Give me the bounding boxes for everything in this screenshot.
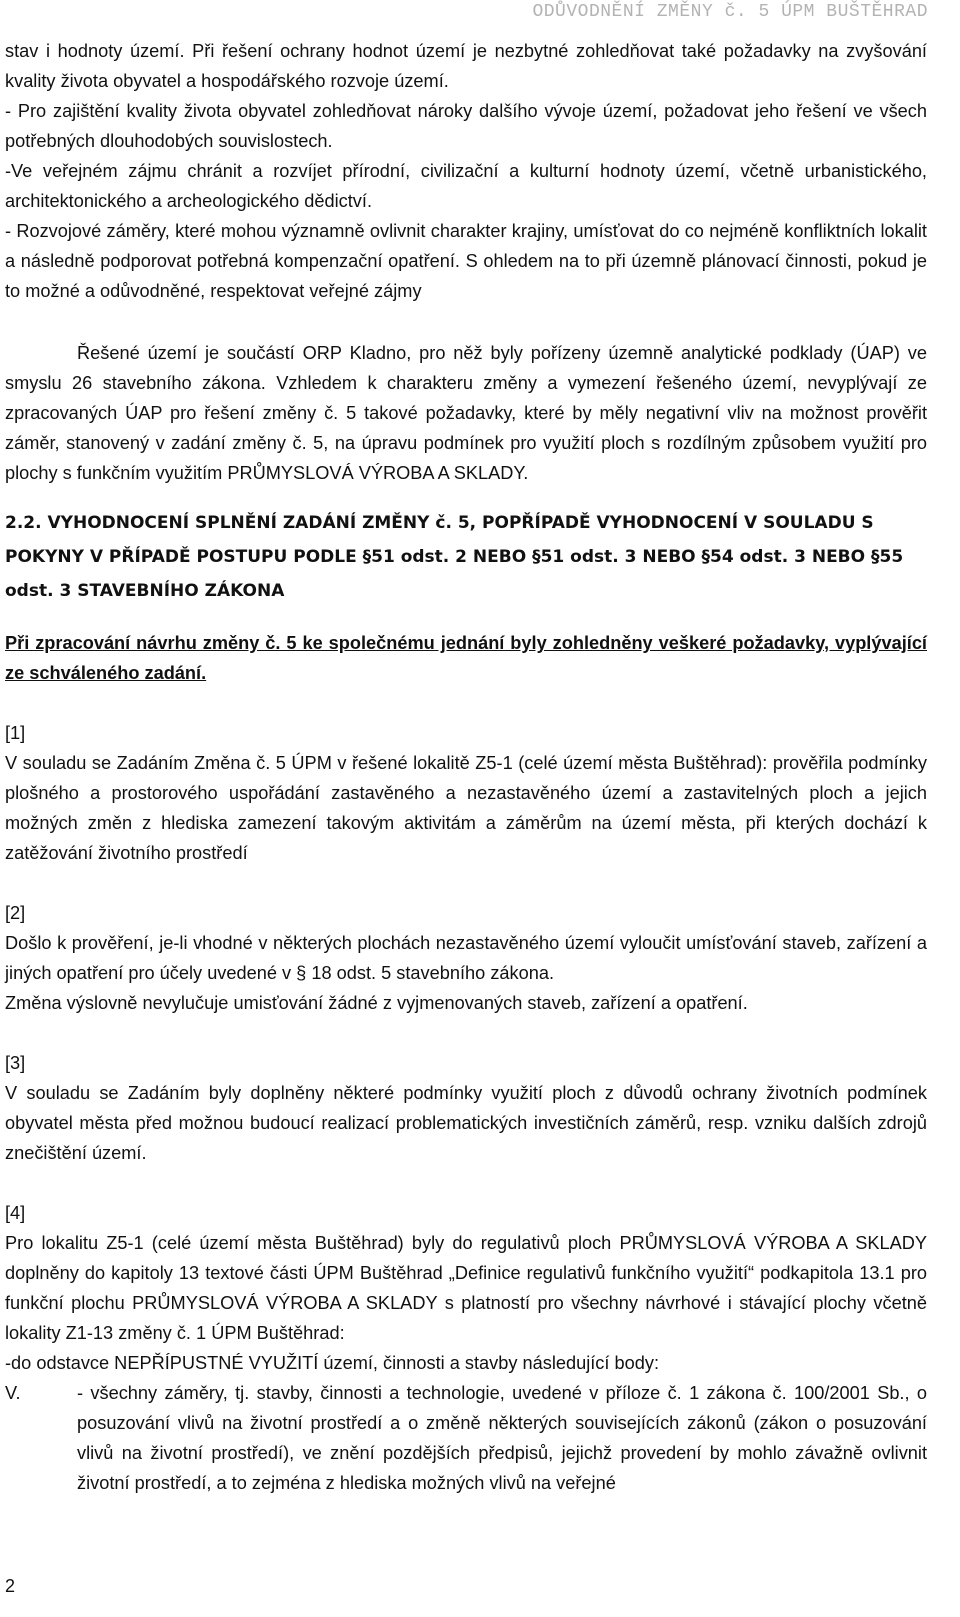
item-4-text-2: -do odstavce NEPŘÍPUSTNÉ VYUŽITÍ území, činnosti a stavby následující body: (5, 1353, 660, 1373)
item-2-text: Došlo k prověření, je-li vhodné v některých plochách nezastavěného území vyloučit umísťování staveb, zařízení a jiných opatření pro účely uvedené v § 18 odst. 5 stavebního zákona. (5, 933, 927, 983)
document-body (5, 36, 927, 1498)
section-subheading: Při zpracování návrhu změny č. 5 ke společnému jednání byly zohledněny veškeré požadavky, vyplývající ze schváleného zadání. (5, 633, 927, 683)
item-4 (5, 1198, 927, 1378)
list-item-label: V. (5, 1383, 21, 1403)
section-title: VYHODNOCENÍ SPLNĚNÍ ZADÁNÍ ZMĚNY č. 5, POPŘÍPADĚ VYHODNOCENÍ V SOULADU S POKYNY V PŘÍPADĚ POSTUPU PODLE §51 odst. 2 NEBO §51 odst. 3 NEBO §54 odst. 3 NEBO §55 odst. 3 STAVEBNÍHO ZÁKONA (5, 513, 904, 601)
item-1 (5, 718, 927, 868)
intro-paragraph-4: - Rozvojové záměry, které mohou významně ovlivnit charakter krajiny, umísťovat do co nejméně konfliktních lokalit a následně podporovat potřebná kompenzační opatření. S ohledem na to při územně plánovací činnosti, pokud je to možné a odůvodněné, respektovat veřejné zájmy (5, 221, 927, 301)
list-item-text: - všechny záměry, tj. stavby, činnosti a technologie, uvedené v příloze č. 1 zákona č. 100/2001 Sb., o posuzování vlivů na životní prostředí a o změně některých souvisejících zákonů (zákon o posuzování vlivů na životní prostředí), ve znění pozdějších předpisů, jejichž provedení by mohlo závažně ovlivnit životní prostředí, a to zejména z hlediska možných vlivů na veřejné (77, 1383, 927, 1493)
item-1-text: V souladu se Zadáním Změna č. 5 ÚPM v řešené lokalitě Z5-1 (celé území města Buštěhrad): prověřila podmínky plošného a prostorového uspořádání zastavěného a nezastavěného území a zastavitelných ploch a jejich možných změn z hlediska zamezení takovým aktivitám a záměrům na území města, při kterých dochází k zatěžování životního prostředí (5, 753, 927, 863)
intro-paragraph-2: - Pro zajištění kvality života obyvatel zohledňovat nároky dalšího vývoje území, požadovat jeho řešení ve všech potřebných dlouhodobých souvislostech. (5, 101, 927, 151)
intro-paragraph-1: stav i hodnoty území. Při řešení ochrany hodnot území je nezbytné zohledňovat také požadavky na zvyšování kvality života obyvatel a hospodářského rozvoje území. (5, 41, 927, 91)
item-2-text-2: Změna výslovně nevylučuje umisťování žádné z vyjmenovaných staveb, zařízení a opatření. (5, 993, 748, 1013)
item-2-label: [2] (5, 903, 26, 923)
item-4-text: Pro lokalitu Z5-1 (celé území města Buštěhrad) byly do regulativů ploch PRŮMYSLOVÁ VÝROBA A SKLADY doplněny do kapitoly 13 textové části ÚPM Buštěhrad „Definice regulativů funkčního využití“ podkapitola 13.1 pro funkční plochu PRŮMYSLOVÁ VÝROBA A SKLADY s platností pro všechny návrhové i stávající plochy včetně lokality Z1-13 změny č. 1 ÚPM Buštěhrad: (5, 1233, 927, 1343)
section-number: 2.2. (5, 513, 42, 533)
item-3-label: [3] (5, 1053, 26, 1073)
item-2 (5, 898, 927, 1018)
uap-paragraph: Řešené území je součástí ORP Kladno, pro něž byly pořízeny územně analytické podklady (ÚAP) ve smyslu 26 stavebního zákona. Vzhledem k charakteru změny a vymezení řešeného území, nevyplývají ze zpracovaných ÚAP pro řešení změny č. 5 takové požadavky, které by měly negativní vliv na možnost prověřit záměr, stanovený v zadání změny č. 5, na úpravu podmínek pro využití ploch s rozdílným způsobem využití pro plochy s funkčním využitím PRŮMYSLOVÁ VÝROBA A SKLADY. (5, 343, 927, 483)
list-item (5, 1378, 927, 1498)
item-3-text: V souladu se Zadáním byly doplněny některé podmínky využití ploch z důvodů ochrany životních podmínek obyvatel města před možnou budoucí realizací problematických investičních záměrů, resp. vzniku dalších zdrojů znečištění území. (5, 1083, 927, 1163)
section-heading (5, 506, 927, 608)
item-4-label: [4] (5, 1203, 26, 1223)
running-header: ODŮVODNĚNÍ ZMĚNY č. 5 ÚPM BUŠTĚHRAD (532, 2, 928, 22)
item-1-label: [1] (5, 723, 26, 743)
page-number: 2 (5, 1576, 16, 1596)
item-3 (5, 1048, 927, 1168)
intro-paragraph-3: -Ve veřejném zájmu chránit a rozvíjet přírodní, civilizační a kulturní hodnoty území, včetně urbanistického, architektonického a archeologického dědictví. (5, 161, 927, 211)
